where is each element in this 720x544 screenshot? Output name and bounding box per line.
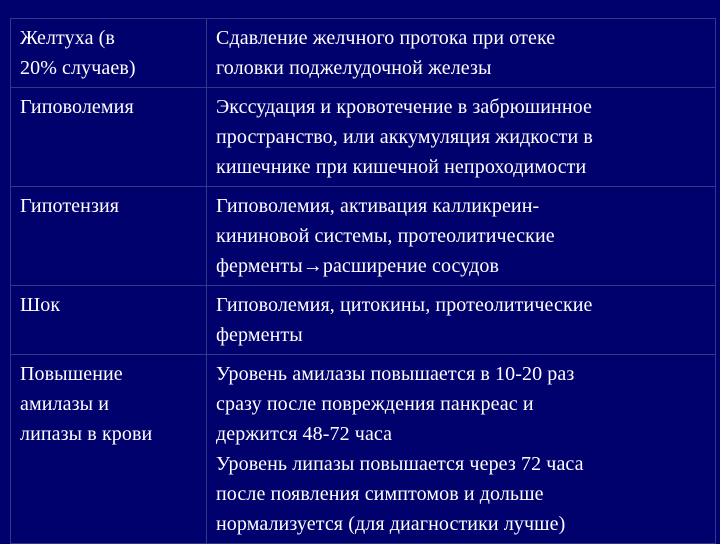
mechanism-text: кининовой системы, протеолитические [216, 225, 555, 247]
condition-cell [11, 187, 207, 286]
mechanism-text: ферменты [216, 324, 303, 346]
mechanism-text: нормализуется (для диагностики лучше) [216, 513, 566, 535]
mechanism-cell [207, 286, 716, 355]
condition-text: Гипотензия [20, 195, 120, 217]
mechanism-cell [207, 19, 716, 88]
mechanism-text: держится 48-72 часа [216, 423, 393, 445]
mechanism-cell [207, 187, 716, 286]
mechanism-text: Гиповолемия, цитокины, протеолитические [216, 294, 593, 316]
table-row-enzymes [11, 355, 716, 544]
mechanism-text: пространство, или аккумуляция жидкости в [216, 126, 593, 148]
mechanism-text: Уровень амилазы повышается в 10-20 раз [216, 363, 575, 385]
mechanism-text: Гиповолемия, активация калликреин- [216, 195, 540, 217]
condition-cell [11, 19, 207, 88]
condition-text: Желтуха (в [20, 27, 115, 49]
condition-cell [11, 355, 207, 544]
mechanism-text: кишечнике при кишечной непроходимости [216, 156, 587, 178]
condition-text: Повышение [20, 363, 123, 385]
condition-text: 20% случаев) [20, 57, 136, 79]
condition-cell [11, 88, 207, 187]
condition-text: Шок [20, 294, 61, 316]
mechanism-text: Экссудация и кровотечение в забрюшинное [216, 96, 592, 118]
table-row-hypovolemia [11, 88, 716, 187]
mechanism-cell [207, 88, 716, 187]
table-row-hypotension [11, 187, 716, 286]
pancreatitis-complications-table [10, 18, 716, 544]
condition-cell [11, 286, 207, 355]
mechanism-text: Сдавление желчного протока при отеке [216, 27, 556, 49]
table-row-shock [11, 286, 716, 355]
table-row-jaundice [11, 19, 716, 88]
mechanism-cell [207, 355, 716, 544]
mechanism-text: Уровень липазы повышается через 72 часа [216, 453, 584, 475]
condition-text: амилазы и [20, 393, 110, 415]
mechanism-text: после появления симптомов и дольше [216, 483, 544, 505]
condition-text: липазы в крови [20, 423, 153, 445]
mechanism-text: сразу после повреждения панкреас и [216, 393, 534, 415]
mechanism-text: ферменты→расширение сосудов [216, 255, 500, 277]
condition-text: Гиповолемия [20, 96, 134, 118]
mechanism-text: головки поджелудочной железы [216, 57, 492, 79]
